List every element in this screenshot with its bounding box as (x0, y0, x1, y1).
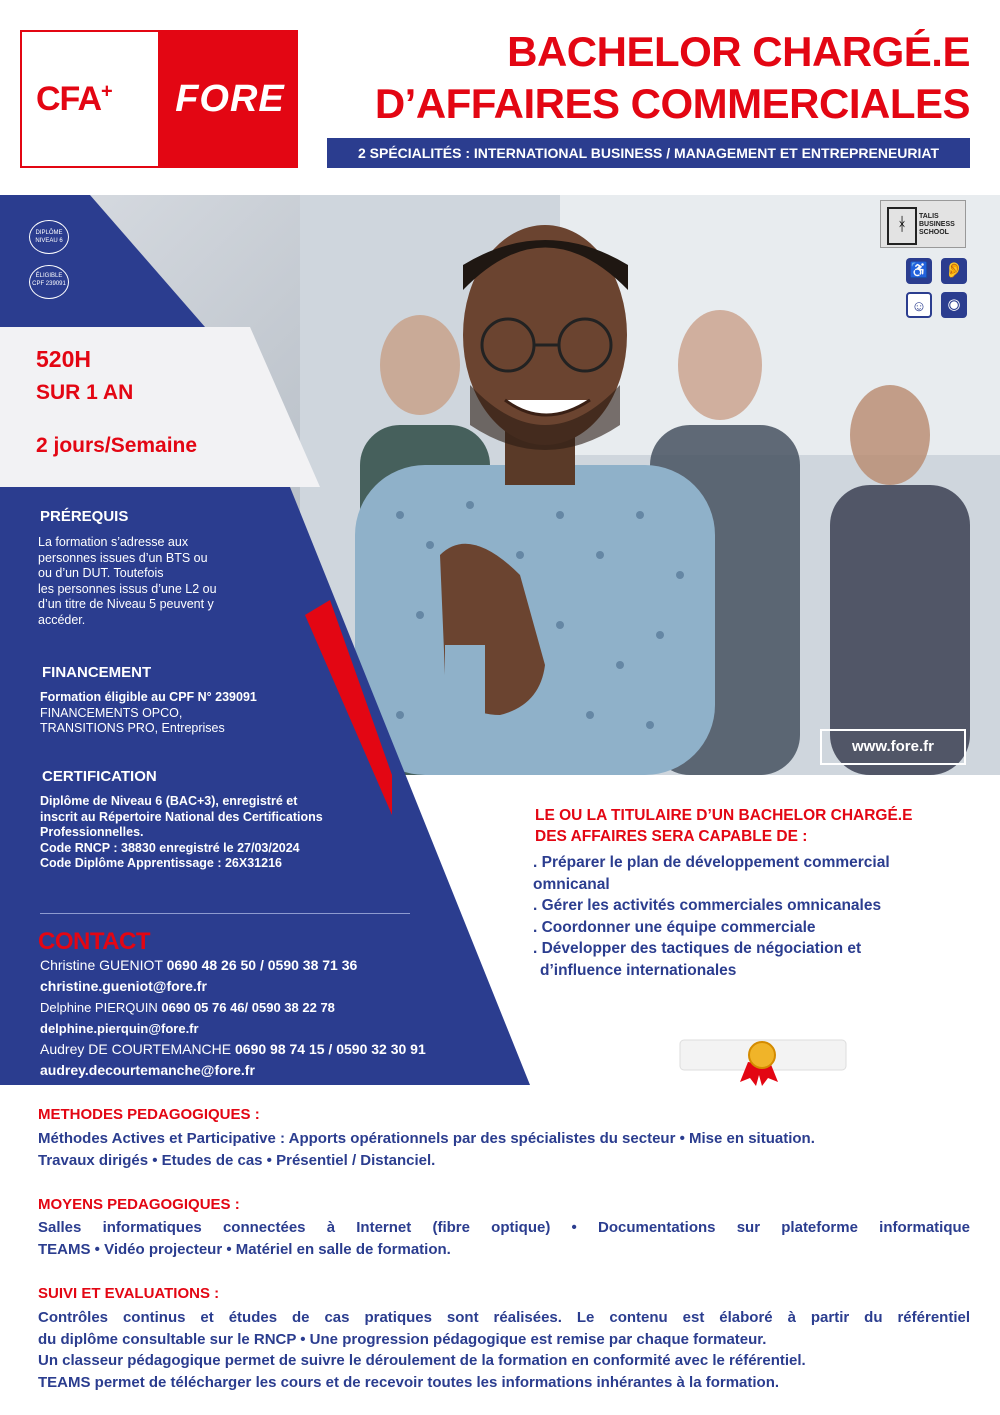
title-line-2: D’AFFAIRES COMMERCIALES (374, 80, 970, 127)
suivi-title: SUIVI ET EVALUATIONS : (38, 1285, 220, 1302)
wheelchair-icon: ♿ (906, 258, 932, 284)
moyens-title: MOYENS PEDAGOGIQUES : (38, 1196, 240, 1213)
financement-title: FINANCEMENT (42, 664, 152, 681)
cognitive-icon: ☺ (906, 292, 932, 318)
website-url[interactable]: www.fore.fr (820, 729, 966, 765)
divider (40, 913, 410, 914)
capable-list (533, 852, 970, 981)
prerequis-text: La formation s’adresse aux personnes issues d’un BTS ou ou d’un DUT. Toutefois les personnes issus d’une L2 ou d’un titre de Niveau 5 peuvent y accéder. (38, 535, 217, 627)
badge-diplome: DIPLÔME NIVEAU 6 (26, 220, 72, 260)
list-item: omnicanal (533, 875, 610, 893)
hours-total: 520H (36, 346, 91, 372)
hours-rhythm: 2 jours/Semaine (36, 434, 198, 457)
methodes-text: Méthodes Actives et Participative : Apports opérationnels par des spécialistes du secteur • Mise en situation. Travaux dirigés • Etudes de cas • Présentiel / Distanciel. (38, 1130, 815, 1169)
prerequis-title: PRÉREQUIS (40, 508, 129, 525)
certification-title: CERTIFICATION (42, 768, 157, 785)
list-item: . Préparer le plan de développement commercial (533, 854, 890, 871)
subtitle-bar: 2 SPÉCIALITÉS : INTERNATIONAL BUSINESS / MANAGEMENT ET ENTREPRENEURIAT (327, 138, 970, 168)
email-link[interactable]: audrey.decourtemanche@fore.fr (40, 1062, 255, 1078)
visual-icon: ◉ (941, 292, 967, 318)
financement-text: Formation éligible au CPF N° 239091 FINANCEMENTS OPCO, TRANSITIONS PRO, Entreprises (40, 690, 257, 735)
list-item: d’influence internationales (540, 961, 737, 979)
suivi-text: Contrôles continus et études de cas pratiques sont réalisées. Le contenu est élaboré à partir du référentiel du diplôme consultable sur le RNCP • Une progression pédagogique est remise par chaque formateur. Un classeur pédagogique permet de suivre le déroulement de la formation en conformité avec le référentiel. TEAMS permet de télécharger les cours et de recevoir toutes les informations inhérantes à la formation. (38, 1309, 970, 1391)
list-item: . Gérer les activités commerciales omnicanales (533, 897, 882, 914)
title-line-1: BACHELOR CHARGÉ.E (507, 28, 970, 75)
talis-logo: ᚼ TALIS BUSINESS SCHOOL (880, 200, 966, 248)
list-item: . Coordonner une équipe commerciale (533, 918, 816, 936)
logo-cfa: CFA+ (36, 80, 112, 118)
email-link[interactable]: christine.gueniot@fore.fr (40, 978, 207, 994)
contact-title: CONTACT (38, 928, 151, 955)
email-link[interactable]: delphine.pierquin@fore.fr (40, 1021, 199, 1036)
hearing-icon: 👂 (941, 258, 967, 284)
hours-duration: SUR 1 AN (36, 381, 134, 404)
certification-text: Diplôme de Niveau 6 (BAC+3), enregistré et inscrit au Répertoire National des Certifications Professionnelles. Code RNCP : 38830 enregistré le 27/03/2024 Code Diplôme Apprentissage : 26X31216 (40, 794, 323, 870)
diploma-scroll-icon (678, 1030, 848, 1090)
moyens-text: Salles informatiques connectées à Internet (fibre optique) • Documentations sur plateforme informatique TEAMS • Vidéo projecteur • Matériel en salle de formation. (38, 1219, 970, 1258)
methodes-title: METHODES PEDAGOGIQUES : (38, 1106, 260, 1123)
list-item: . Développer des tactiques de négociation et (533, 940, 862, 957)
badge-cpf: ÉLIGIBLE CPF 239091 (26, 265, 72, 305)
capable-title: LE OU LA TITULAIRE D’UN BACHELOR CHARGÉ.E DES AFFAIRES SERA CAPABLE DE : (535, 807, 913, 845)
contact-list: Christine GUENIOT 0690 48 26 50 / 0590 38 71 36 christine.gueniot@fore.fr Delphine PIERQUIN 0690 05 76 46/ 0590 38 22 78 delphine.pierquin@fore.fr Audrey DE COURTEMANCHE 0690 98 74 15 / 0590 32 30 91 audrey.decourtemanche@fore.fr (40, 957, 426, 1078)
logo-fore: FORE (175, 78, 285, 120)
